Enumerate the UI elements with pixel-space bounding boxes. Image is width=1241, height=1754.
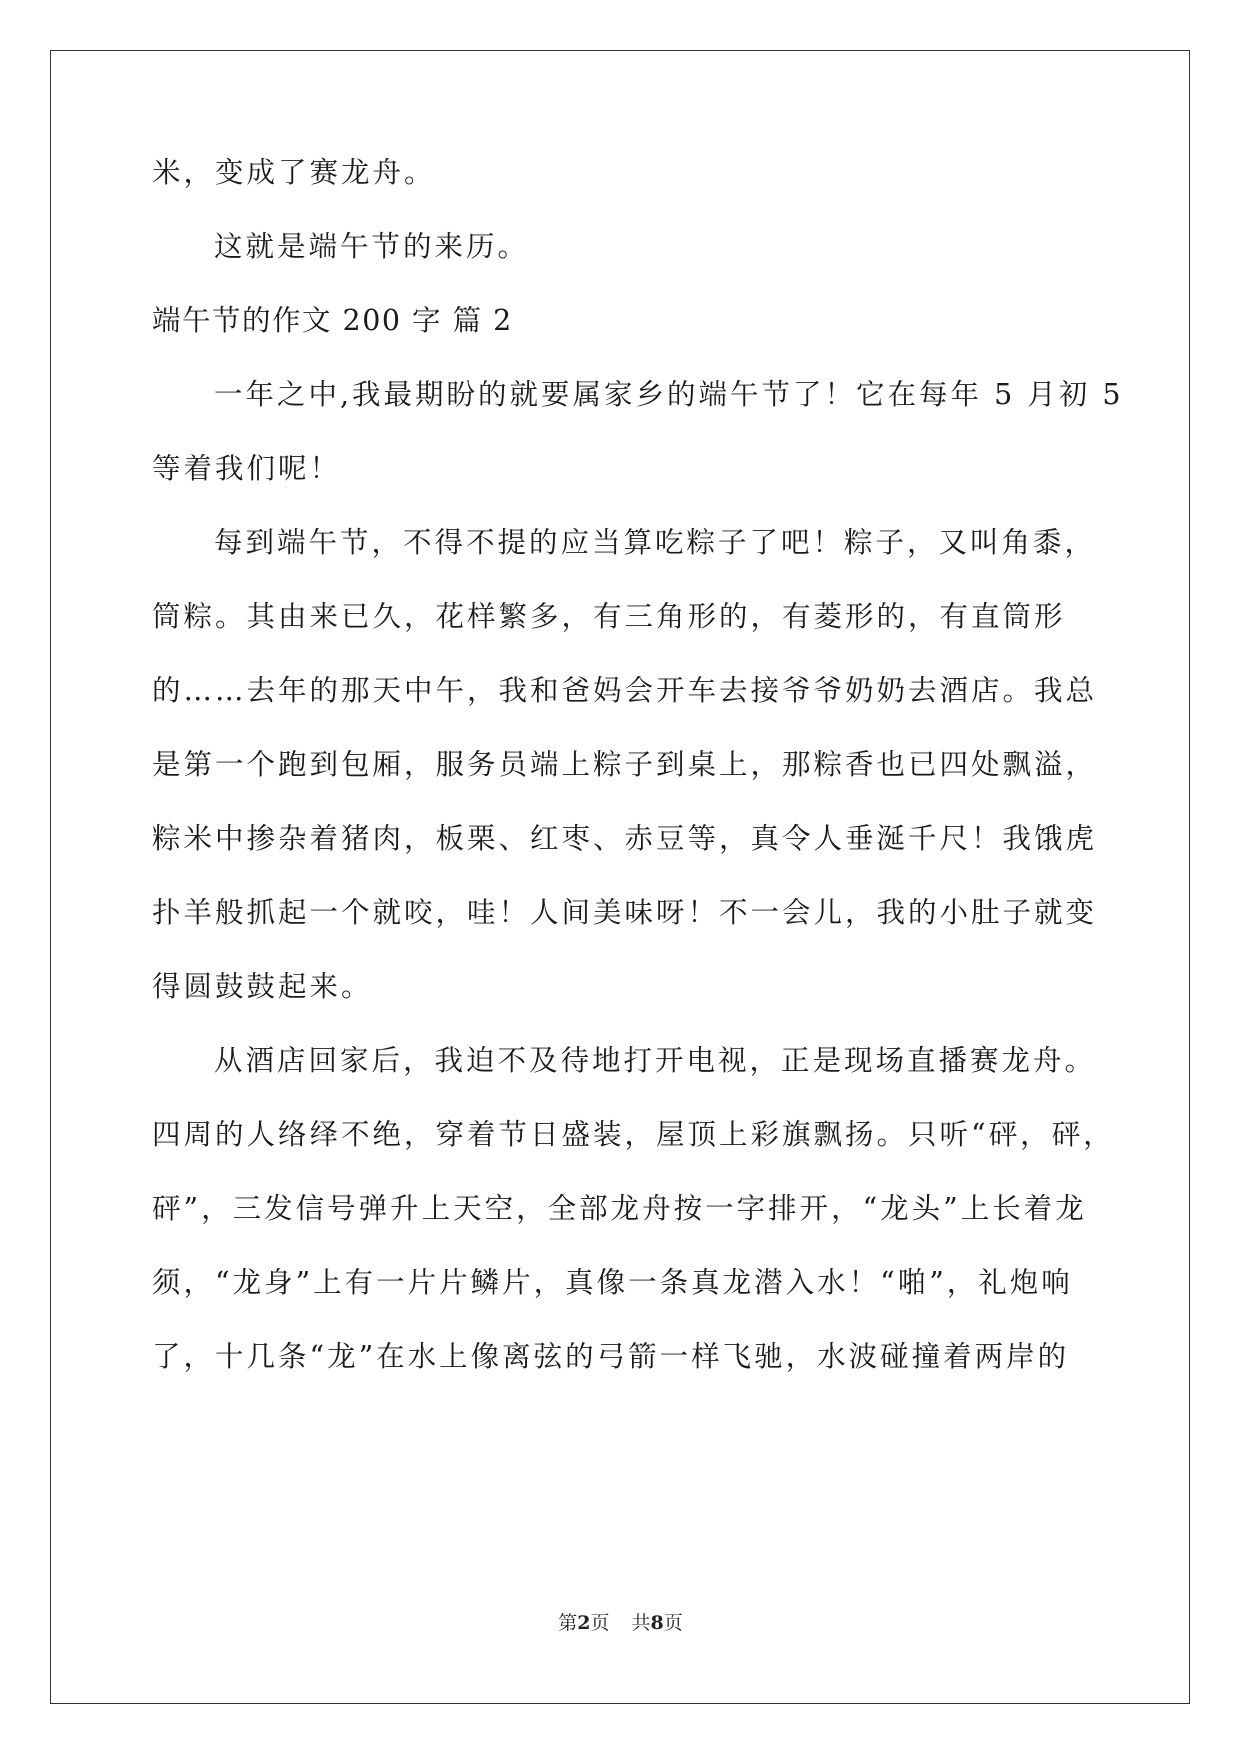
- page-frame: [50, 50, 1190, 1704]
- page-suffix: 页: [590, 1612, 610, 1634]
- text-line: 筒粽。其由来已久，花样繁多，有三角形的，有菱形的，有直筒形: [152, 600, 1066, 633]
- page-total: 8: [650, 1612, 664, 1634]
- text-line: 四周的人络绎不绝，穿着节日盛装，屋顶上彩旗飘扬。只听“砰，砰，: [152, 1118, 1115, 1151]
- text-line: 是第一个跑到包厢，服务员端上粽子到桌上，那粽香也已四处飘溢，: [152, 748, 1098, 781]
- text-line: 米，变成了赛龙舟。: [152, 156, 436, 189]
- text-line: 等着我们呢！: [152, 452, 342, 485]
- page-prefix: 第: [558, 1612, 578, 1634]
- total-suffix: 页: [663, 1612, 683, 1634]
- text-line: 的……去年的那天中午，我和爸妈会开车去接爷爷奶奶去酒店。我总: [152, 674, 1098, 707]
- section-heading: 端午节的作文 200 字 篇 2: [152, 304, 513, 337]
- page-current: 2: [577, 1612, 591, 1634]
- text-line: 从酒店回家后，我迫不及待地打开电视，正是现场直播赛龙舟。: [214, 1044, 1097, 1077]
- page-footer: [0, 1610, 1241, 1636]
- text-line: 须，“龙身”上有一片片鳞片，真像一条真龙潜入水！“啪”，礼炮响: [152, 1266, 1073, 1299]
- text-line: 砰”，三发信号弹升上天空，全部龙舟按一字排开，“龙头”上长着龙: [152, 1192, 1087, 1225]
- text-line: 粽米中掺杂着猪肉，板栗、红枣、赤豆等，真令人垂涎千尺！我饿虎: [152, 822, 1098, 855]
- text-line: 扑羊般抓起一个就咬，哇！人间美味呀！不一会儿，我的小肚子就变: [152, 896, 1098, 929]
- text-line: 得圆鼓鼓起来。: [152, 970, 373, 1003]
- text-line: 了，十几条“龙”在水上像离弦的弓箭一样飞驰，水波碰撞着两岸的: [152, 1340, 1070, 1373]
- text-line: 这就是端午节的来历。: [214, 230, 530, 263]
- text-line: 每到端午节，不得不提的应当算吃粽子了吧！粽子，又叫角黍，: [214, 526, 1097, 559]
- text-line: 一年之中,我最期盼的就要属家乡的端午节了！它在每年 5 月初 5: [214, 378, 1124, 411]
- total-prefix: 共: [631, 1612, 651, 1634]
